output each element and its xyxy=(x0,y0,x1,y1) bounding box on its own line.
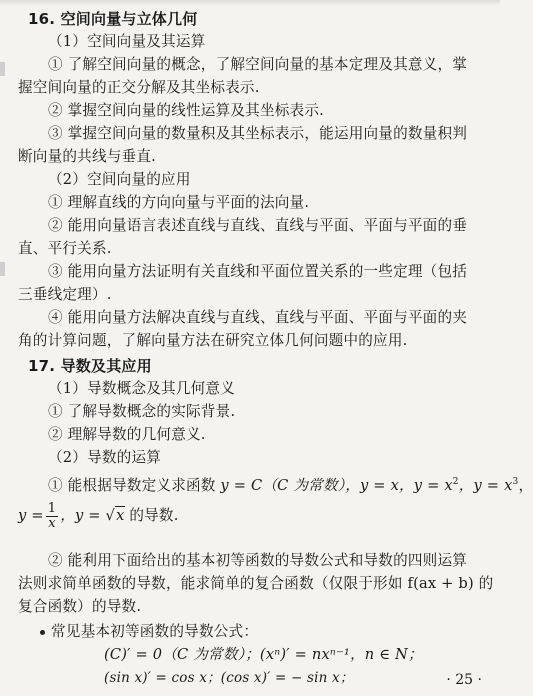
text-line: ① 了解空间向量的概念，了解空间向量的基本定理及其意义，掌 xyxy=(48,56,468,73)
paragraph-line: 法则求简单函数的导数，能求简单的复合函数（仅限于形如 f(ax + b) 的 xyxy=(18,575,494,592)
exponent-2: 2 xyxy=(452,477,459,487)
formula-prefix: ① 能根据导数定义求函数 xyxy=(48,476,221,494)
text-line: ② 能用向量语言表述直线与直线、直线与平面、平面与平面的垂 xyxy=(48,217,468,234)
formula-constant: y = C（C 为常数） xyxy=(220,476,346,494)
formula-tail: 的导数. xyxy=(124,507,179,524)
text-line: （2）空间向量的应用 xyxy=(48,171,191,188)
formula-y-eq: y = xyxy=(18,507,44,524)
bullet-icon xyxy=(40,630,45,635)
sqrt-argument: x xyxy=(116,507,125,524)
formula-item: (C)′ = 0（C 为常数）；(xⁿ)′ = nxⁿ⁻¹，n ∈ N； xyxy=(104,646,423,663)
text-line: ② 理解导数的几何意义. xyxy=(48,426,206,443)
text-line: 角的计算问题，了解向量方法在研究立体几何问题中的应用. xyxy=(18,332,408,349)
formula-x3: ，y = x xyxy=(458,476,513,494)
text-line: （1）导数概念及其几何意义 xyxy=(48,380,236,397)
text-line: ③ 能用向量方法证明有关直线和平面位置关系的一些定理（包括 xyxy=(48,263,468,280)
scan-shadow xyxy=(0,0,500,6)
fraction xyxy=(46,502,58,531)
formula-item: (sin x)′ = cos x；(cos x)′ = − sin x； xyxy=(104,670,354,686)
section-heading: 17. 导数及其应用 xyxy=(28,357,152,375)
bullet-item xyxy=(40,623,258,641)
binding-mark xyxy=(0,262,5,276)
formula-line-2: y = $\frac{1}{x}$ ，y = √x 的导数. xyxy=(18,500,179,531)
text-line: ③ 掌握空间向量的数量积及其坐标表示，能运用向量的数量积判 xyxy=(48,125,468,142)
text-line: ① 了解导数概念的实际背景. xyxy=(48,403,236,420)
formula-sep: ，y = xyxy=(60,507,101,524)
fraction-numerator: 1 xyxy=(47,500,57,516)
text-line: 直、平行关系. xyxy=(18,240,112,257)
text-line: ① 理解直线的方向向量与平面的法向量. xyxy=(48,194,310,211)
paragraph-line: 复合函数）的导数. xyxy=(18,598,142,615)
text-line: 握空间向量的正交分解及其坐标表示. xyxy=(18,79,260,96)
fraction-denominator: x xyxy=(48,515,56,531)
bullet-title: 常见基本初等函数的导数公式： xyxy=(51,623,259,640)
formula-suffix: ， xyxy=(518,476,533,494)
formula-x2: ，y = x，y = x xyxy=(345,476,453,494)
section-heading: 16. 空间向量与立体几何 xyxy=(28,10,198,28)
binding-mark xyxy=(0,62,5,76)
exponent-3: 3 xyxy=(512,477,519,487)
formula-line-1 xyxy=(48,473,533,495)
text-line: 三垂线定理）. xyxy=(18,286,112,303)
page-number: · 25 · xyxy=(446,672,482,688)
text-line: ② 掌握空间向量的线性运算及其坐标表示. xyxy=(48,102,324,119)
text-line: （2）导数的运算 xyxy=(48,449,162,466)
text-line: 断向量的共线与垂直. xyxy=(18,148,156,165)
paragraph-line: ② 能利用下面给出的基本初等函数的导数公式和导数的四则运算 xyxy=(48,552,468,569)
text-line: （1）空间向量及其运算 xyxy=(48,33,206,50)
text-line: ④ 能用向量方法解决直线与直线、直线与平面、平面与平面的夹 xyxy=(48,309,468,326)
